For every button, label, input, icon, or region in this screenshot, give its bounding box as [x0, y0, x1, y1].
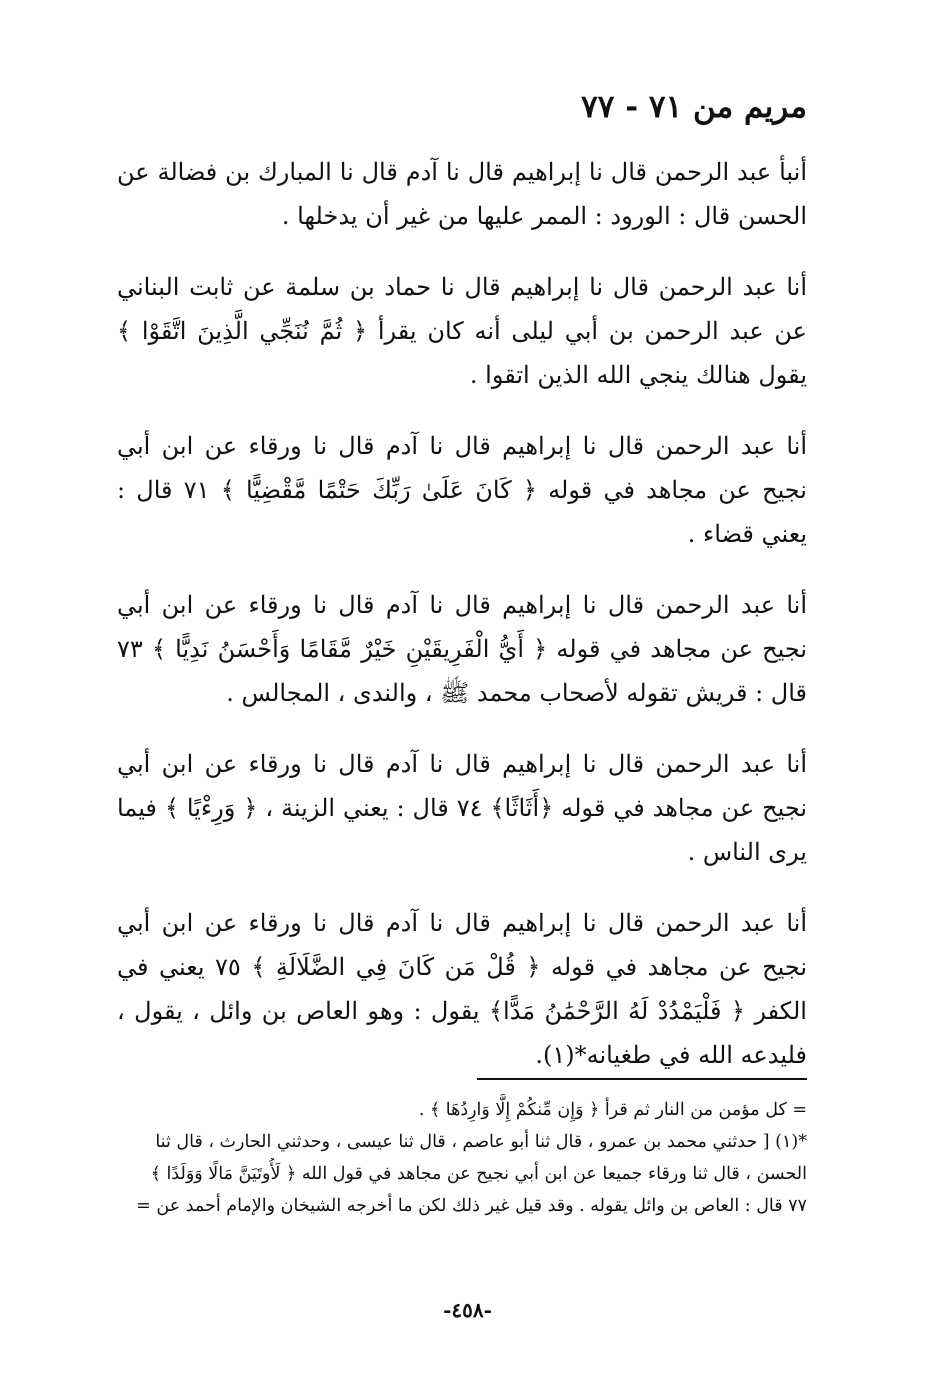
- paragraph-text: أنا عبد الرحمن قال نا إبراهيم قال نا آدم قال نا ورقاء عن ابن أبي نجيح عن مجاهد في قوله: [117, 909, 808, 981]
- quran-verse: ﴿أَثَاثًا﴾: [490, 794, 554, 822]
- paragraph-4: [117, 583, 807, 715]
- page-number: -٤٥٨-: [443, 1298, 492, 1322]
- footnote-text: ٧٧ قال : العاص بن وائل يقوله . وقد قيل غير ذلك لكن ما أخرجه الشيخان والإمام أحمد عن: [156, 1196, 807, 1216]
- quran-verse: ﴿ أَيُّ الْفَرِيقَيْنِ خَيْرٌ مَّقَامًا وَأَحْسَنُ نَدِيًّا ﴾: [151, 635, 548, 663]
- paragraph-text: ٧٤ قال : يعني الزينة ،: [265, 794, 483, 822]
- quran-verse: ﴿ ثُمَّ نُنَجِّي الَّذِينَ اتَّقَوْا ﴾: [117, 317, 368, 345]
- paragraph-text: يقول : وهو العاص بن وائل ، يقول ، فليدعه الله في طغيانه*(١).: [117, 997, 807, 1069]
- footnote-line: = كل مؤمن من النار ثم قرأ ﴿ وَإِن مِّنكُمْ إِلَّا وَارِدُهَا ﴾ .: [418, 1100, 807, 1120]
- footnote-line: *(١) [ حدثني محمد بن عمرو ، قال ثنا أبو عاصم ، قال ثنا عيسى ، وحدثني الحارث ، قال ثنا: [155, 1132, 807, 1152]
- paragraph-text: أنبأ عبد الرحمن قال نا إبراهيم قال نا آدم قال نا المبارك بن فضالة عن الحسن قال : الورود : الممر عليها من غير أن يدخلها .: [117, 158, 807, 230]
- paragraph-text: فيما يرى الناس .: [117, 794, 807, 866]
- footnote-line: [117, 1190, 807, 1222]
- paragraph-3: [117, 424, 807, 556]
- quran-verse: ﴿ وَرِءْيًا ﴾: [164, 794, 258, 822]
- paragraph-1: [117, 150, 807, 238]
- quran-verse: ﴿ قُلْ مَن كَانَ فِي الضَّلَالَةِ ﴾: [251, 953, 541, 981]
- page-header: [581, 89, 807, 125]
- footnote-divider: [477, 1078, 807, 1080]
- paragraph-5: [117, 742, 807, 874]
- paragraph-text: أنا عبد الرحمن قال نا إبراهيم قال نا حماد بن سلمة عن ثابت البناني عن عبد الرحمن بن أبي ليلى أنه كان يقرأ: [117, 273, 807, 345]
- page-title: مريم من ٧١ - ٧٧: [581, 89, 807, 125]
- paragraph-text: أنا عبد الرحمن قال نا إبراهيم قال نا آدم قال نا ورقاء عن ابن أبي نجيح عن مجاهد في قوله: [117, 591, 808, 663]
- paragraph-text: ٧١ قال : يعني قضاء .: [117, 476, 807, 548]
- paragraph-text: يقول هنالك ينجي الله الذين اتقوا .: [469, 361, 807, 389]
- paragraph-text: أنا عبد الرحمن قال نا إبراهيم قال نا آدم قال نا ورقاء عن ابن أبي نجيح عن مجاهد في قوله: [117, 432, 807, 504]
- body-text: [117, 150, 807, 1104]
- paragraph-text: أنا عبد الرحمن قال نا إبراهيم قال نا آدم قال نا ورقاء عن ابن أبي نجيح عن مجاهد في قوله: [117, 750, 808, 822]
- paragraph-6: [117, 901, 807, 1077]
- quran-verse: ﴿ فَلْيَمْدُدْ لَهُ الرَّحْمَٰنُ مَدًّا﴾: [488, 997, 745, 1025]
- paragraph-text: ٧٣ قال : قريش تقوله لأصحاب محمد ﷺ ، والندى ، المجالس .: [117, 635, 807, 707]
- quran-verse: ﴿ كَانَ عَلَىٰ رَبِّكَ حَتْمًا مَّقْضِيًّا ﴾: [220, 476, 537, 504]
- continuation-marker: =: [136, 1196, 151, 1216]
- paragraph-2: [117, 265, 807, 397]
- footnote-line: الحسن ، قال ثنا ورقاء جميعا عن ابن أبي نجيح عن مجاهد في قول الله ﴿ لَأُوتَيَنَّ مَالًا وَوَلَدًا ﴾: [150, 1164, 807, 1184]
- footnotes: [117, 1078, 807, 1222]
- paragraph-text: ٧٥ يعني في الكفر: [117, 953, 807, 1025]
